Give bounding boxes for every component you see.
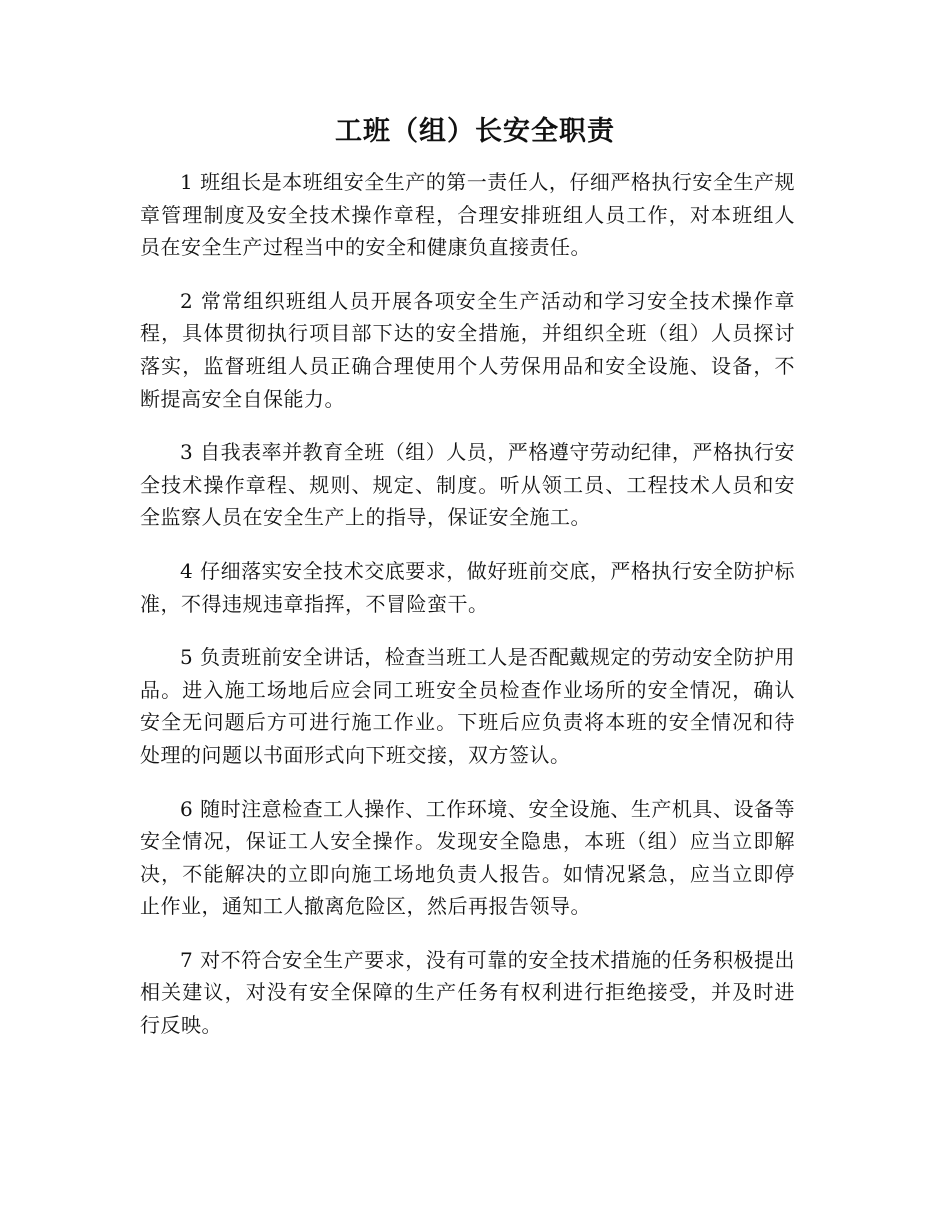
document-title: 工班（组）长安全职责 [335,116,615,147]
paragraph-6: 6 随时注意检查工人操作、工作环境、安全设施、生产机具、设备等安全情况，保证工人安全操作。发现安全隐患，本班（组）应当立即解决，不能解决的立即向施工场地负责人报告。如情况紧急，应当立即停止作业，通知工人撤离危险区，然后再报告领导。 [140,796,795,919]
paragraph-3: 3 自我表率并教育全班（组）人员，严格遵守劳动纪律，严格执行安全技术操作章程、规则、规定、制度。听从领工员、工程技术人员和安全监察人员在安全生产上的指导，保证安全施工。 [140,440,795,530]
paragraph-5: 5 负责班前安全讲话，检查当班工人是否配戴规定的劳动安全防护用品。进入施工场地后应会同工班安全员检查作业场所的安全情况，确认安全无问题后方可进行施工作业。下班后应负责将本班的安全情况和待处理的问题以书面形式向下班交接，双方签认。 [140,645,795,767]
paragraph-4: 4 仔细落实安全技术交底要求，做好班前交底，严格执行安全防护标准，不得违规违章指挥，不冒险蛮干。 [140,558,795,616]
document-body [140,166,795,1063]
paragraph-2: 2 常常组织班组人员开展各项安全生产活动和学习安全技术操作章程，具体贯彻执行项目部下达的安全措施，并组织全班（组）人员探讨落实，监督班组人员正确合理使用个人劳保用品和安全设施、设备，不断提高安全自保能力。 [140,288,795,411]
paragraph-1: 1 班组长是本班组安全生产的第一责任人，仔细严格执行安全生产规章管理制度及安全技术操作章程，合理安排班组人员工作，对本班组人员在安全生产过程当中的安全和健康负直接责任。 [140,170,795,260]
paragraph-7: 7 对不符合安全生产要求，没有可靠的安全技术措施的任务积极提出相关建议，对没有安全保障的生产任务有权利进行拒绝接受，并及时进行反映。 [140,947,795,1038]
